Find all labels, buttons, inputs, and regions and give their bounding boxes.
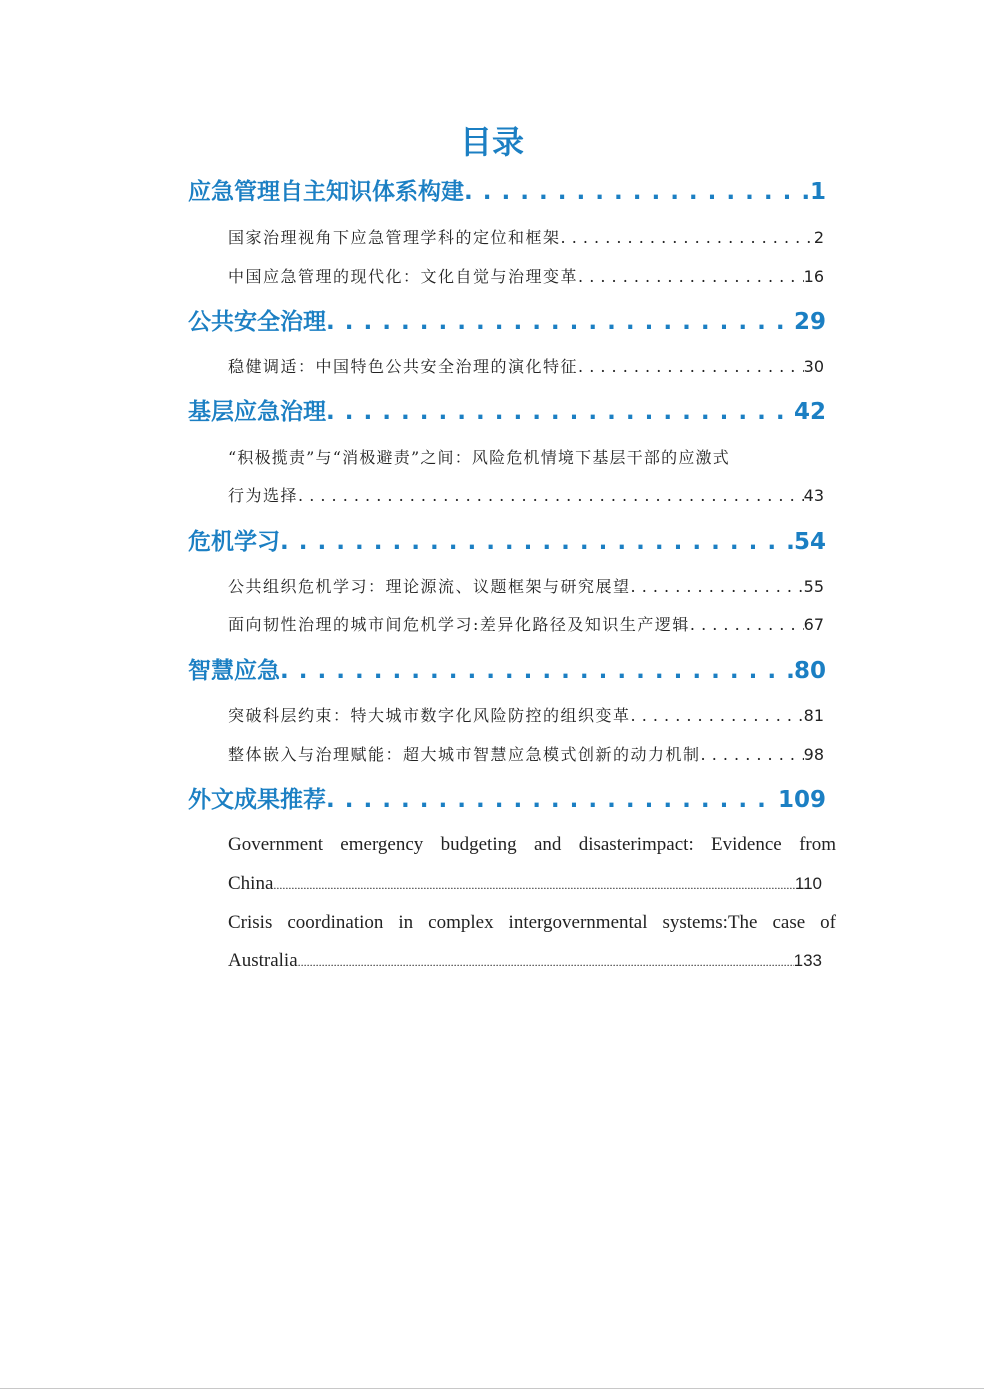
article-page-number: 81 bbox=[803, 706, 824, 725]
section-title: 危机学习 bbox=[188, 529, 280, 555]
article-page-number: 43 bbox=[803, 486, 824, 505]
dot-leader bbox=[298, 480, 804, 512]
toc-section-5[interactable] bbox=[188, 651, 826, 691]
dot-leader bbox=[631, 700, 804, 732]
article-title-line-2: 行为选择 bbox=[228, 486, 299, 505]
dot-leader bbox=[578, 351, 804, 383]
dot-leader bbox=[561, 222, 814, 254]
article-page-number: 55 bbox=[803, 577, 824, 596]
article-page-number: 30 bbox=[803, 357, 824, 376]
section-title: 外文成果推荐 bbox=[188, 787, 326, 813]
section-page-number: 29 bbox=[793, 309, 826, 335]
article-page-number: 67 bbox=[803, 615, 824, 634]
toc-section-2[interactable] bbox=[188, 302, 826, 342]
section-page-number: 109 bbox=[777, 787, 826, 813]
section-page-number: 42 bbox=[793, 399, 826, 425]
toc-article[interactable] bbox=[228, 261, 824, 293]
dot-leader bbox=[578, 261, 804, 293]
dot-leader bbox=[464, 172, 810, 212]
toc-section-3[interactable] bbox=[188, 392, 826, 432]
dot-leader bbox=[326, 780, 778, 820]
article-title: 公共组织危机学习：理论源流、议题框架与研究展望 bbox=[228, 577, 631, 596]
toc-article[interactable] bbox=[228, 739, 824, 771]
section-page-number: 80 bbox=[793, 658, 826, 684]
dot-leader bbox=[273, 868, 795, 900]
toc-title: 目录 bbox=[459, 123, 524, 161]
article-page-number: 110 bbox=[794, 874, 822, 893]
toc-section-1[interactable] bbox=[188, 172, 826, 212]
article-title-line-2: Australia bbox=[228, 950, 298, 971]
page-bottom-divider bbox=[0, 1388, 984, 1389]
toc-article[interactable] bbox=[228, 868, 822, 900]
dot-leader bbox=[326, 302, 794, 342]
section-title: 应急管理自主知识体系构建 bbox=[188, 179, 464, 205]
section-page-number: 54 bbox=[793, 529, 826, 555]
article-title: 面向韧性治理的城市间危机学习:差异化路径及知识生产逻辑 bbox=[228, 615, 690, 634]
section-title: 智慧应急 bbox=[188, 658, 280, 684]
article-title: 整体嵌入与治理赋能：超大城市智慧应急模式创新的动力机制 bbox=[228, 745, 701, 764]
toc-article[interactable] bbox=[228, 571, 824, 603]
article-title-line-1[interactable]: Government emergency budgeting and disasterimpact: Evidence from bbox=[228, 834, 836, 855]
section-title: 基层应急治理 bbox=[188, 399, 326, 425]
dot-leader bbox=[701, 739, 804, 771]
article-title-line-1[interactable]: “积极揽责”与“消极避责”之间：风险危机情境下基层干部的应激式 bbox=[228, 448, 730, 467]
toc-article[interactable] bbox=[228, 351, 824, 383]
article-title: 国家治理视角下应急管理学科的定位和框架 bbox=[228, 228, 561, 247]
dot-leader bbox=[298, 945, 794, 977]
dot-leader bbox=[280, 522, 794, 562]
article-title: 稳健调适：中国特色公共安全治理的演化特征 bbox=[228, 357, 579, 376]
article-page-number: 16 bbox=[803, 267, 824, 286]
article-page-number: 133 bbox=[793, 951, 822, 970]
article-page-number: 2 bbox=[813, 228, 824, 247]
article-title-line-1[interactable]: Crisis coordination in complex intergovernmental systems:The case of bbox=[228, 912, 836, 933]
article-title: 突破科层约束：特大城市数字化风险防控的组织变革 bbox=[228, 706, 631, 725]
toc-article[interactable] bbox=[228, 480, 824, 512]
dot-leader bbox=[280, 651, 794, 691]
toc-article[interactable] bbox=[228, 222, 824, 254]
toc-article[interactable] bbox=[228, 609, 824, 641]
section-page-number: 1 bbox=[809, 179, 826, 205]
toc-section-4[interactable] bbox=[188, 522, 826, 562]
article-title-line-2: China bbox=[228, 873, 274, 894]
dot-leader bbox=[326, 392, 794, 432]
dot-leader bbox=[631, 571, 804, 603]
article-title: 中国应急管理的现代化：文化自觉与治理变革 bbox=[228, 267, 579, 286]
toc-article[interactable] bbox=[228, 700, 824, 732]
toc-article[interactable] bbox=[228, 945, 822, 977]
article-page-number: 98 bbox=[803, 745, 824, 764]
dot-leader bbox=[690, 609, 804, 641]
section-title: 公共安全治理 bbox=[188, 309, 326, 335]
toc-section-6[interactable] bbox=[188, 780, 826, 820]
